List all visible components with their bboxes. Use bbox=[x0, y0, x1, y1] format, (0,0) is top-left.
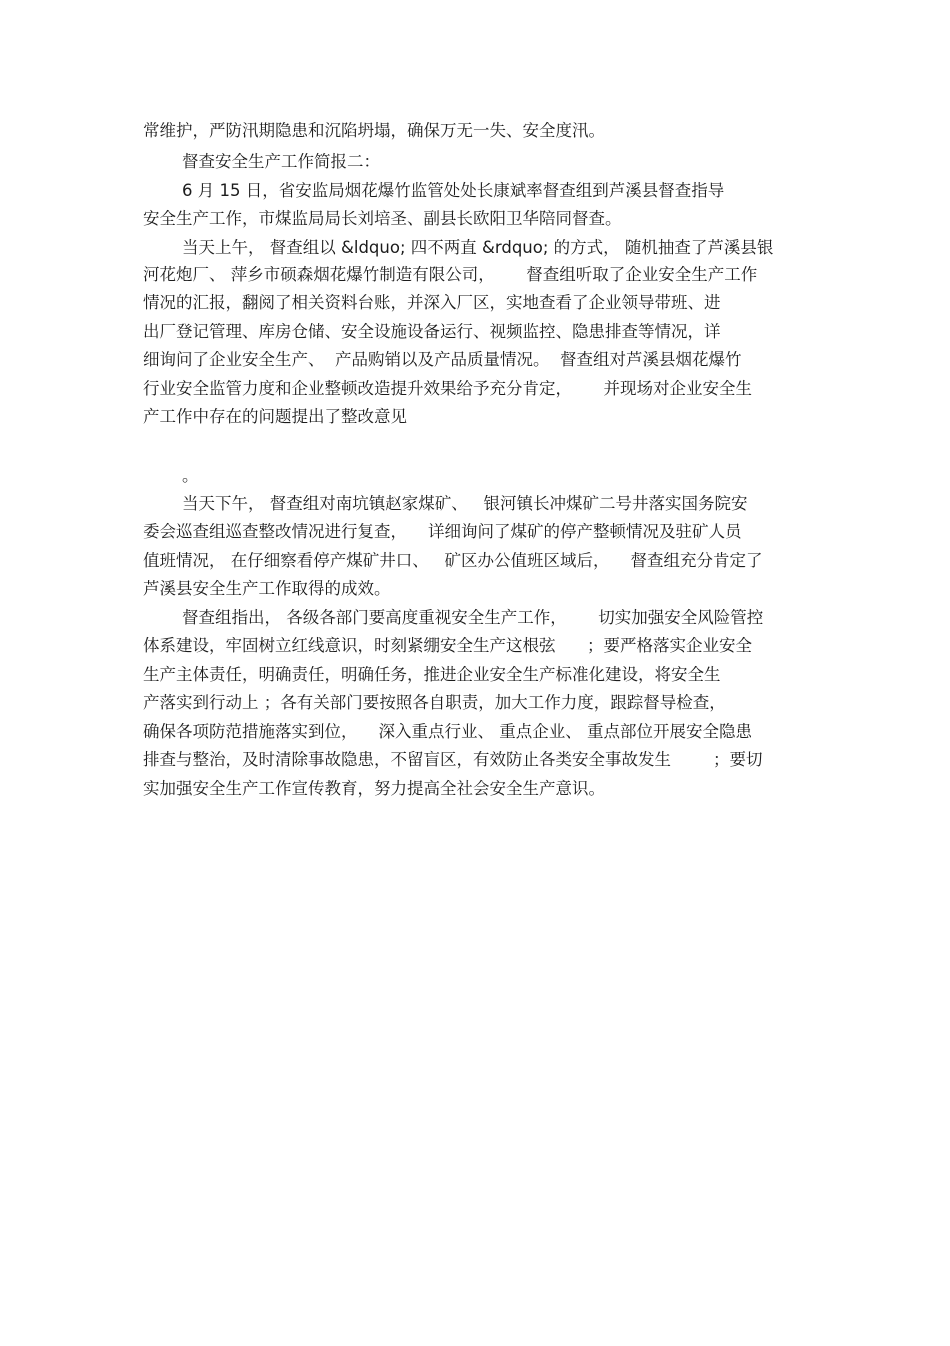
text-line-8: 出厂登记管理、库房仓储、安全设施设备运行、视频监控、隐患排查等情况，详 bbox=[143, 322, 721, 341]
section-heading: 督查安全生产工作简报二： bbox=[182, 152, 380, 171]
text-line-23: 实加强安全生产工作宣传教育，努力提高全社会安全生产意识。 bbox=[143, 779, 605, 798]
text-line-19: 生产主体责任，明确责任，明确任务，推进企业安全生产标准化建设，将安全生 bbox=[143, 665, 721, 684]
text-line-22: 排查与整治，及时清除事故隐患，不留盲区，有效防止各类安全事故发生 ；要切 bbox=[143, 750, 763, 769]
text-line-20: 产落实到行动上 ；各有关部门要按照各自职责，加大工作力度，跟踪督导检查， bbox=[143, 693, 726, 712]
text-line-14: 委会巡查组巡查整改情况进行复查， 详细询问了煤矿的停产整顿情况及驻矿人员 bbox=[143, 522, 742, 541]
text-line-11: 产工作中存在的问题提出了整改意见 bbox=[143, 407, 407, 426]
text-line-12: 。 bbox=[182, 466, 199, 485]
text-line-1: 常维护，严防汛期隐患和沉陷坍塌，确保万无一失、安全度汛。 bbox=[143, 121, 605, 140]
text-line-3: 6 月 15 日，省安监局烟花爆竹监管处处长康斌率督查组到芦溪县督查指导 bbox=[182, 181, 725, 200]
text-line-5: 当天上午， 督查组以 &ldquo; 四不两直 &rdquo; 的方式， 随机抽查了芦溪县银 bbox=[182, 238, 774, 257]
text-line-21: 确保各项防范措施落实到位， 深入重点行业、 重点企业、 重点部位开展安全隐患 bbox=[143, 722, 752, 741]
text-line-10: 行业安全监管力度和企业整顿改造提升效果给予充分肯定， 并现场对企业安全生 bbox=[143, 379, 752, 398]
text-line-17: 督查组指出， 各级各部门要高度重视安全生产工作， 切实加强安全风险管控 bbox=[182, 608, 764, 627]
text-line-18: 体系建设，牢固树立红线意识，时刻紧绷安全生产这根弦 ；要严格落实企业安全 bbox=[143, 636, 752, 655]
text-line-15: 值班情况， 在仔细察看停产煤矿井口、 矿区办公值班区域后， 督查组充分肯定了 bbox=[143, 551, 763, 570]
text-line-16: 芦溪县安全生产工作取得的成效。 bbox=[143, 579, 391, 598]
text-line-7: 情况的汇报，翻阅了相关资料台账，并深入厂区，实地查看了企业领导带班、进 bbox=[143, 293, 721, 312]
text-line-4: 安全生产工作，市煤监局局长刘培圣、副县长欧阳卫华陪同督查。 bbox=[143, 209, 622, 228]
text-line-6: 河花炮厂、 萍乡市硕森烟花爆竹制造有限公司， 督查组听取了企业安全生产工作 bbox=[143, 265, 758, 284]
text-line-13: 当天下午， 督查组对南坑镇赵家煤矿、 银河镇长冲煤矿二号井落实国务院安 bbox=[182, 494, 748, 513]
text-line-9: 细询问了企业安全生产、 产品购销以及产品质量情况。 督查组对芦溪县烟花爆竹 bbox=[143, 350, 742, 369]
